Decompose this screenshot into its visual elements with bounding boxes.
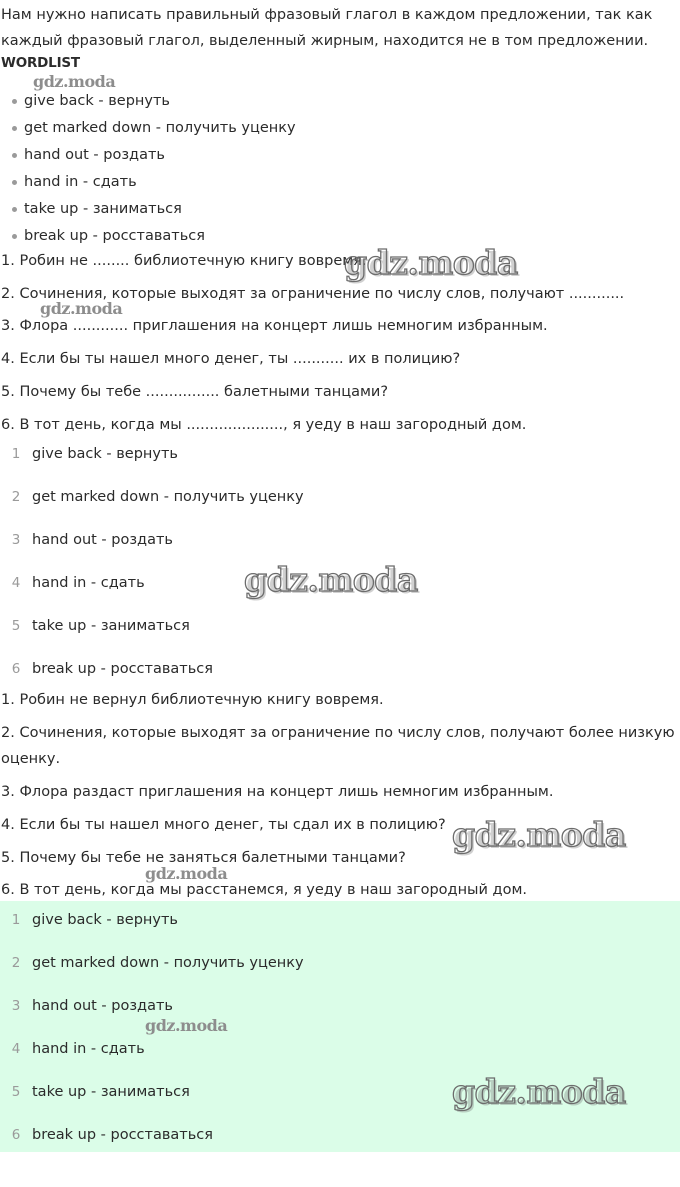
list-item: 2 get marked down - получить уценку [11, 489, 304, 505]
watermark: gdz.moda [244, 560, 418, 599]
list-item: 4 hand in - сдать [11, 1041, 145, 1057]
bullet-icon [12, 99, 17, 104]
watermark: gdz.moda [33, 72, 116, 91]
question-1: 1. Робин не ........ библиотечную книгу вовремя. [1, 253, 367, 269]
answer-6: 6. В тот день, когда мы расстанемся, я уеду в наш загородный дом. [1, 882, 527, 898]
list-item: hand out - роздать [12, 142, 296, 169]
list-item: 3 hand out - роздать [11, 532, 173, 548]
question-2: 2. Сочинения, которые выходят за ограничение по числу слов, получают ............ [1, 286, 625, 302]
answer-4: 4. Если бы ты нашел много денег, ты сдал их в полицию? [1, 817, 446, 833]
question-3: 3. Флора ............ приглашения на концерт лишь немногим избранным. [1, 318, 548, 334]
intro-paragraph: Нам нужно написать правильный фразовый глагол в каждом предложении, так как каждый фразовый глагол, выделенный жирным, находится не в том предложении. [1, 7, 653, 49]
bullet-icon [12, 180, 17, 185]
numbered-list [0, 899, 680, 1157]
answer-2: 2. Сочинения, которые выходят за ограничение по числу слов, получают более низкую [1, 725, 675, 741]
list-item: 5 take up - заниматься [11, 618, 190, 634]
watermark: gdz.moda [452, 815, 626, 854]
answer-1: 1. Робин не вернул библиотечную книгу вовремя. [1, 692, 384, 708]
watermark: gdz.moda [145, 864, 228, 883]
watermark: gdz.moda [145, 1016, 228, 1035]
watermark: gdz.moda [344, 243, 518, 282]
list-item: break up - росставаться [12, 223, 296, 250]
bullet-icon [12, 126, 17, 131]
list-item: 2 get marked down - получить уценку [11, 955, 304, 971]
bullet-icon [12, 153, 17, 158]
wordlist-heading: WORDLIST [1, 55, 80, 71]
question-5: 5. Почему бы тебе ................ балетными танцами? [1, 384, 389, 400]
list-item: 6 break up - росставаться [11, 661, 213, 677]
question-6: 6. В тот день, когда мы ....................., я уеду в наш загородный дом. [1, 417, 527, 433]
bullet-icon [12, 234, 17, 239]
list-item: 3 hand out - роздать [11, 998, 173, 1014]
list-item: give back - вернуть [12, 88, 296, 115]
list-item: hand in - сдать [12, 169, 296, 196]
answer-2-continuation: оценку. [1, 751, 61, 767]
list-item: get marked down - получить уценку [12, 115, 296, 142]
wordlist [12, 88, 296, 250]
answer-3: 3. Флора раздаст приглашения на концерт лишь немногим избранным. [1, 784, 554, 800]
list-item: 1 give back - вернуть [11, 446, 178, 462]
answer-5: 5. Почему бы тебе не заняться балетными танцами? [1, 850, 406, 866]
watermark: gdz.moda [40, 299, 123, 318]
list-item: 6 break up - росставаться [11, 1127, 213, 1143]
list-item: take up - заниматься [12, 196, 296, 223]
bullet-icon [12, 207, 17, 212]
list-item: 5 take up - заниматься [11, 1084, 190, 1100]
list-item: 4 hand in - сдать [11, 575, 145, 591]
list-item: 1 give back - вернуть [11, 912, 178, 928]
question-4: 4. Если бы ты нашел много денег, ты ........... их в полицию? [1, 351, 461, 367]
watermark: gdz.moda [452, 1072, 626, 1111]
